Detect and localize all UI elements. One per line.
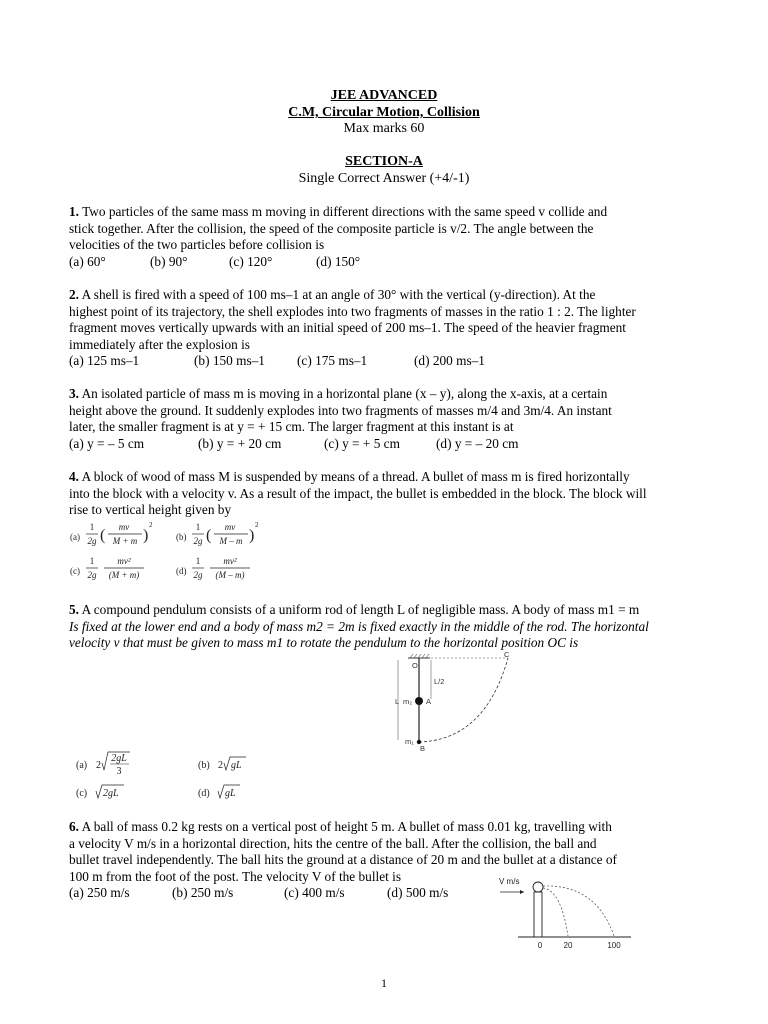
option-b: (b) bbox=[198, 760, 210, 771]
option-b: (b) 250 m/s bbox=[172, 885, 234, 901]
question-5 bbox=[69, 602, 694, 652]
question-1 bbox=[69, 204, 694, 270]
question-text-line: A shell is fired with a speed of 100 ms–1 at an angle of 30° with the vertical (y-direction). At the bbox=[78, 287, 596, 302]
formula-text: 2gL bbox=[111, 753, 127, 764]
formula-text: mv bbox=[118, 522, 130, 532]
question-text-line: fragment moves vertically upwards with an initial speed of 200 ms–1. The speed of the heavier fragment bbox=[69, 320, 626, 336]
option-b: (b) y = + 20 cm bbox=[198, 435, 282, 451]
ball-trajectory bbox=[543, 888, 568, 936]
svg-text:): ) bbox=[143, 527, 149, 544]
option-a: (a) bbox=[70, 532, 80, 542]
option-d: (d) 500 m/s bbox=[387, 885, 449, 901]
question-text-line: An isolated particle of mass m is moving in a horizontal plane (x – y), along the x-axis, at a certain bbox=[78, 386, 608, 401]
option-d: (d) y = – 20 cm bbox=[436, 435, 519, 451]
formula-text: gL bbox=[231, 760, 242, 771]
label-m1: m₁ bbox=[405, 737, 414, 746]
label-l2: L/2 bbox=[434, 677, 445, 686]
formula-text: (M + m) bbox=[108, 570, 140, 580]
question-text-line: A ball of mass 0.2 kg rests on a vertical post of height 5 m. A bullet of mass 0.01 kg, travelling with bbox=[78, 819, 612, 834]
label-a: A bbox=[426, 697, 432, 706]
formula-text: 3 bbox=[116, 766, 122, 777]
velocity-label: V m/s bbox=[499, 877, 520, 886]
question-4 bbox=[69, 469, 694, 519]
option-a: (a) bbox=[76, 760, 88, 771]
question-text-line: A block of wood of mass M is suspended by means of a thread. A bullet of mass m is fired horizontally bbox=[78, 469, 630, 484]
options-row bbox=[69, 353, 694, 370]
option-d: (d) bbox=[176, 566, 187, 576]
option-b: (b) bbox=[176, 532, 187, 542]
question-number: 6. bbox=[69, 819, 79, 834]
svg-text:(: ( bbox=[206, 527, 212, 544]
formula-text: 2 bbox=[149, 521, 153, 529]
label-c: C bbox=[504, 650, 510, 659]
formula-text: 2 bbox=[255, 521, 259, 529]
option-c: (c) 400 m/s bbox=[284, 885, 345, 901]
formula-text: 2gL bbox=[103, 788, 119, 799]
q5-formula-options bbox=[72, 750, 272, 806]
formula-text: 1 bbox=[195, 522, 201, 532]
formula-text: 2g bbox=[193, 536, 203, 546]
section-heading: SECTION-A bbox=[345, 154, 423, 169]
exam-title: JEE ADVANCED bbox=[330, 88, 438, 103]
q4-formula-options bbox=[66, 518, 266, 586]
label-l: L bbox=[395, 697, 400, 706]
question-text-line: velocity v that must be given to mass m1 to rotate the pendulum to the horizontal position OC is bbox=[69, 635, 579, 651]
question-2 bbox=[69, 287, 694, 370]
question-text-line: stick together. After the collision, the speed of the composite particle is v/2. The angle between the bbox=[69, 220, 594, 236]
label-m2: m₂ bbox=[403, 697, 413, 706]
swing-arc bbox=[419, 658, 508, 742]
question-number: 2. bbox=[69, 287, 79, 302]
option-a: (a) 60° bbox=[69, 253, 106, 269]
option-c: (c) 175 ms–1 bbox=[297, 353, 368, 369]
question-text-line: Two particles of the same mass m moving in different directions with the same speed v collide and bbox=[78, 204, 608, 219]
option-a: (a) 125 ms–1 bbox=[69, 353, 140, 369]
ball-post-figure bbox=[496, 872, 636, 952]
option-c: (c) 120° bbox=[229, 253, 273, 269]
option-c: (c) y = + 5 cm bbox=[324, 435, 400, 451]
options-row bbox=[69, 254, 694, 271]
formula-text: 2g bbox=[87, 536, 97, 546]
question-number: 1. bbox=[69, 204, 79, 219]
option-b: (b) 90° bbox=[150, 253, 188, 269]
option-d: (d) 150° bbox=[316, 253, 361, 269]
formula-text: 1 bbox=[89, 522, 95, 532]
options-row bbox=[69, 436, 694, 453]
tick-100: 100 bbox=[607, 941, 621, 950]
option-d: (d) bbox=[198, 788, 210, 799]
formula-text: 2 bbox=[96, 760, 101, 771]
question-text-line: rise to vertical height given by bbox=[69, 502, 232, 518]
option-c: (c) bbox=[70, 566, 80, 576]
option-b: (b) 150 ms–1 bbox=[194, 353, 265, 369]
question-number: 3. bbox=[69, 386, 79, 401]
mass-m2 bbox=[415, 697, 423, 705]
question-text-line: 100 m from the foot of the post. The velocity V of the bullet is bbox=[69, 868, 402, 884]
question-number: 5. bbox=[69, 602, 79, 617]
label-b: B bbox=[420, 744, 426, 753]
question-text-line: Is fixed at the lower end and a body of mass m2 = 2m is fixed exactly in the middle of the rod. The horizontal bbox=[69, 618, 649, 634]
option-a: (a) y = – 5 cm bbox=[69, 435, 145, 451]
formula-text: 1 bbox=[195, 556, 201, 566]
question-text-line: height above the ground. It suddenly explodes into two fragments of masses m/4 and 3m/4. An instant bbox=[69, 402, 612, 418]
question-text-line: A compound pendulum consists of a uniform rod of length L of negligible mass. A body of mass m1 = m bbox=[78, 602, 640, 617]
formula-text: M – m bbox=[219, 536, 243, 546]
formula-text: 2 bbox=[218, 760, 223, 771]
formula-text: mv² bbox=[223, 556, 237, 566]
section-note: Single Correct Answer (+4/-1) bbox=[298, 171, 470, 186]
question-text-line: bullet travel independently. The ball hits the ground at a distance of 20 m and the bullet at a distance of bbox=[69, 852, 617, 868]
formula-text: 2g bbox=[193, 570, 203, 580]
post bbox=[534, 892, 542, 937]
question-text-line: a velocity V m/s in a horizontal direction, hits the centre of the ball. After the collision, the ball and bbox=[69, 835, 597, 851]
question-text-line: later, the smaller fragment is at y = + 15 cm. The larger fragment at this instant is at bbox=[69, 419, 514, 435]
svg-text:(: ( bbox=[100, 527, 106, 544]
page-number: 1 bbox=[381, 976, 387, 990]
max-marks: Max marks 60 bbox=[343, 121, 425, 136]
formula-text: M + m bbox=[112, 536, 138, 546]
option-c: (c) bbox=[76, 788, 88, 799]
option-d: (d) 200 ms–1 bbox=[414, 353, 485, 369]
options-row bbox=[69, 885, 509, 902]
svg-text:): ) bbox=[249, 527, 255, 544]
question-text-line: highest point of its trajectory, the shell explodes into two fragments of masses in the ratio 1 : 2. The lighter bbox=[69, 303, 636, 319]
pendulum-figure bbox=[390, 650, 540, 755]
question-text-line: immediately after the explosion is bbox=[69, 336, 250, 352]
question-number: 4. bbox=[69, 469, 79, 484]
formula-text: mv² bbox=[117, 556, 131, 566]
question-6 bbox=[69, 819, 617, 902]
label-o: O bbox=[412, 661, 418, 670]
formula-text: 1 bbox=[89, 556, 95, 566]
arrow-head-icon bbox=[520, 890, 524, 894]
tick-0: 0 bbox=[537, 941, 543, 950]
formula-text: (M – m) bbox=[215, 570, 245, 580]
question-text-line: velocities of the two particles before collision is bbox=[69, 237, 325, 253]
formula-text: mv bbox=[224, 522, 236, 532]
tick-20: 20 bbox=[563, 941, 573, 950]
exam-subtitle: C.M, Circular Motion, Collision bbox=[288, 105, 480, 120]
ceiling-support bbox=[408, 654, 430, 658]
option-a: (a) 250 m/s bbox=[69, 885, 130, 901]
formula-text: 2g bbox=[87, 570, 97, 580]
ball-icon bbox=[533, 882, 543, 892]
formula-text: gL bbox=[225, 788, 236, 799]
question-3 bbox=[69, 386, 694, 452]
question-text-line: into the block with a velocity v. As a result of the impact, the bullet is embedded in the block. The block will bbox=[69, 485, 647, 501]
bullet-trajectory bbox=[543, 886, 614, 936]
